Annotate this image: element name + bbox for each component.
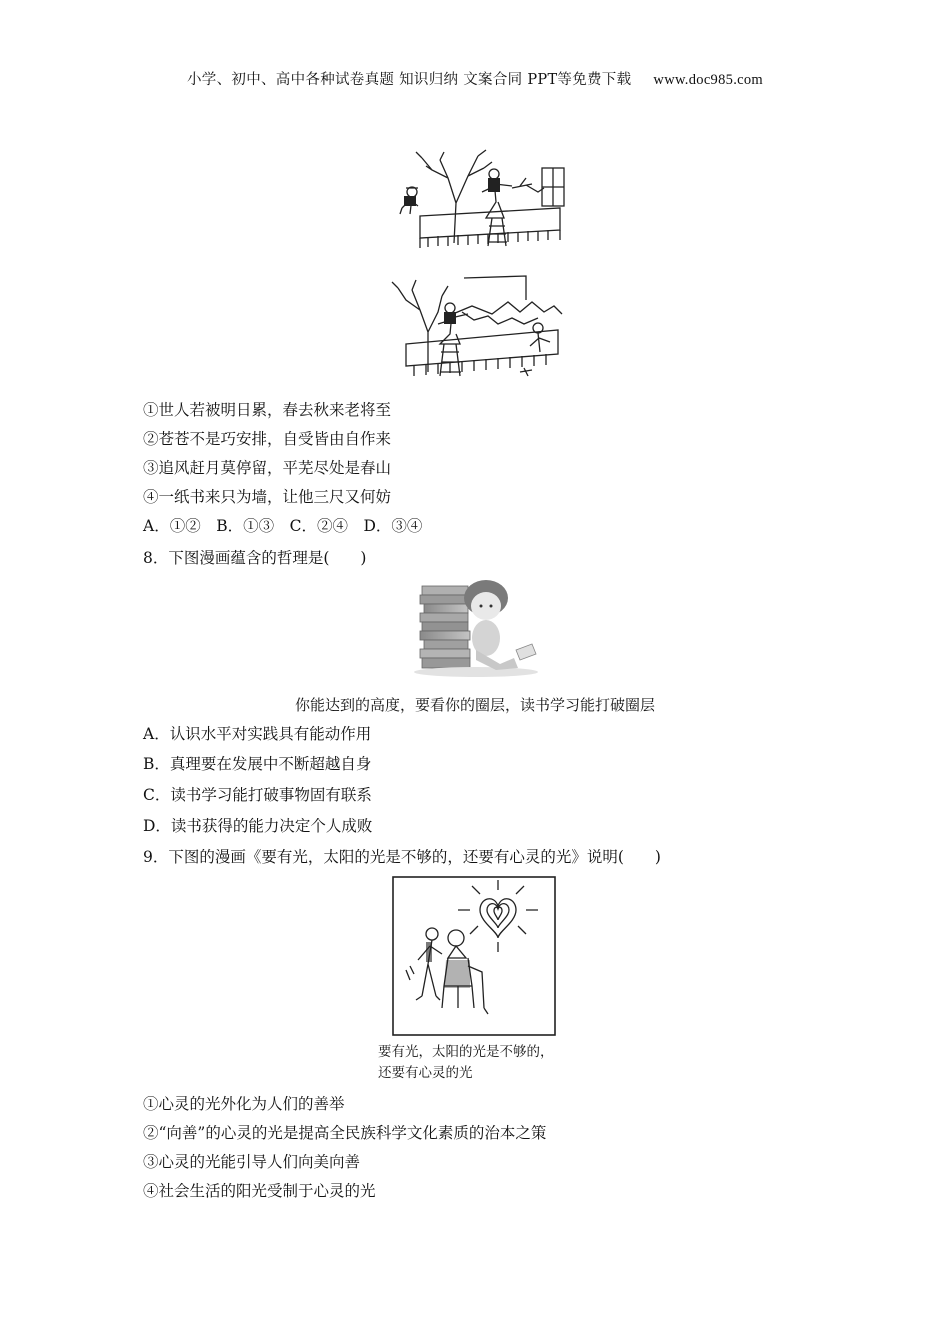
q8-choice-a: A．认识水平对实践具有能动作用 <box>143 725 372 743</box>
q9-option-2: ②“向善”的心灵的光是提高全民族科学文化素质的治本之策 <box>143 1124 547 1142</box>
q7-option-1: ①世人若被明日累，春去秋来老将至 <box>143 401 392 419</box>
cartoon-tree-bottom <box>382 272 564 382</box>
q9-option-4: ④社会生活的阳光受制于心灵的光 <box>143 1182 376 1200</box>
q9-option-1: ①心灵的光外化为人们的善举 <box>143 1095 345 1113</box>
cartoon-girl-books <box>410 578 542 678</box>
q9-caption-line-1: 要有光，太阳的光是不够的， <box>378 1044 554 1060</box>
q8-stem: 8．下图漫画蕴含的哲理是( ) <box>143 549 367 567</box>
q7-option-2: ②苍苍不是巧安排，自受皆由自作来 <box>143 430 392 448</box>
cartoon-heart-light <box>392 876 558 1038</box>
q9-caption-line-2: 还要有心灵的光 <box>378 1065 473 1081</box>
header-text: 小学、初中、高中各种试卷真题 知识归纳 文案合同 PPT等免费下载 <box>187 72 632 88</box>
q7-choices: A．①② B．①③ C．②④ D．③④ <box>143 517 423 535</box>
q9-stem: 9．下图的漫画《要有光，太阳的光是不够的，还要有心灵的光》说明( ) <box>143 848 661 866</box>
header-site: www.doc985.com <box>653 72 763 88</box>
q8-choice-b: B．真理要在发展中不断超越自身 <box>143 755 372 773</box>
q9-option-3: ③心灵的光能引导人们向美向善 <box>143 1153 361 1171</box>
page-header <box>0 68 950 89</box>
q8-choice-d: D．读书获得的能力决定个人成败 <box>143 817 373 835</box>
q7-option-3: ③追风赶月莫停留，平芜尽处是春山 <box>143 459 392 477</box>
cartoon-tree-top <box>392 148 568 252</box>
q8-choice-c: C．读书学习能打破事物固有联系 <box>143 786 372 804</box>
q7-option-4: ④一纸书来只为墙，让他三尺又何妨 <box>143 488 392 506</box>
q9-caption <box>378 1042 554 1084</box>
q8-caption: 你能达到的高度，要看你的圈层，读书学习能打破圈层 <box>294 696 655 714</box>
